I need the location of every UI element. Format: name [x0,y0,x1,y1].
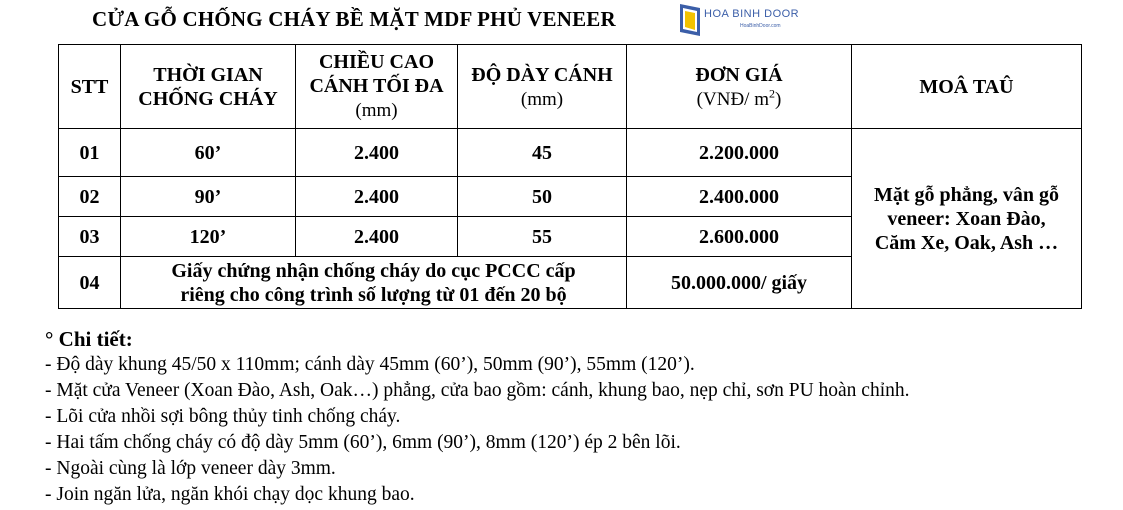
cell-height: 2.400 [296,129,458,177]
header-stt: STT [59,45,121,129]
details-line: - Ngoài cùng là lớp veneer dày 3mm. [45,458,336,479]
details-section [45,326,910,508]
cell-price: 2.400.000 [627,177,852,217]
details-heading: ° Chi tiết: [45,327,133,351]
table-row [59,129,1082,177]
logo-tagline: HoaBinhDoor.com [740,23,781,29]
cell-certificate-price: 50.000.000/ giấy [627,257,852,309]
cell-description: Mặt gỗ phẳng, vân gỗ veneer: Xoan Đào, Căm Xe, Oak, Ash … [852,129,1082,309]
cell-stt: 03 [59,217,121,257]
door-logo-icon [676,2,706,38]
title-row [0,0,1123,40]
cell-certificate-text: Giấy chứng nhận chống cháy do cục PCCC cấp riêng cho công trình số lượng từ 01 đến 20 bộ [121,257,627,309]
cell-thickness: 55 [458,217,627,257]
header-max-height: CHIỀU CAO CÁNH TỐI ĐA (mm) [296,45,458,129]
cell-fire-time: 120’ [121,217,296,257]
cell-stt: 02 [59,177,121,217]
header-description: MOÂ TAÛ [852,45,1082,129]
page-title: CỬA GỖ CHỐNG CHÁY BỀ MẶT MDF PHỦ VENEER [92,7,616,31]
price-table [58,44,1082,309]
details-line: - Độ dày khung 45/50 x 110mm; cánh dày 45mm (60’), 50mm (90’), 55mm (120’). [45,354,695,375]
header-thickness: ĐỘ DÀY CÁNH (mm) [458,45,627,129]
details-line: - Lõi cửa nhồi sợi bông thủy tinh chống cháy. [45,406,401,427]
cell-fire-time: 90’ [121,177,296,217]
brand-logo [676,2,816,40]
cell-price: 2.600.000 [627,217,852,257]
cell-price: 2.200.000 [627,129,852,177]
cell-thickness: 45 [458,129,627,177]
cell-height: 2.400 [296,217,458,257]
header-fire-time: THỜI GIAN CHỐNG CHÁY [121,45,296,129]
header-unit-price: ĐƠN GIÁ (VNĐ/ $m^2$) [627,45,852,129]
table-header-row [59,45,1082,129]
details-line: - Mặt cửa Veneer (Xoan Đào, Ash, Oak…) phẳng, cửa bao gồm: cánh, khung bao, nẹp chỉ, sơn PU hoàn chỉnh. [45,380,910,401]
cell-stt: 04 [59,257,121,309]
cell-thickness: 50 [458,177,627,217]
details-line: - Join ngăn lửa, ngăn khói chạy dọc khung bao. [45,484,415,505]
cell-height: 2.400 [296,177,458,217]
logo-name: HOA BINH DOOR [704,8,800,20]
details-line: - Hai tấm chống cháy có độ dày 5mm (60’), 6mm (90’), 8mm (120’) ép 2 bên lõi. [45,432,681,453]
cell-stt: 01 [59,129,121,177]
cell-fire-time: 60’ [121,129,296,177]
